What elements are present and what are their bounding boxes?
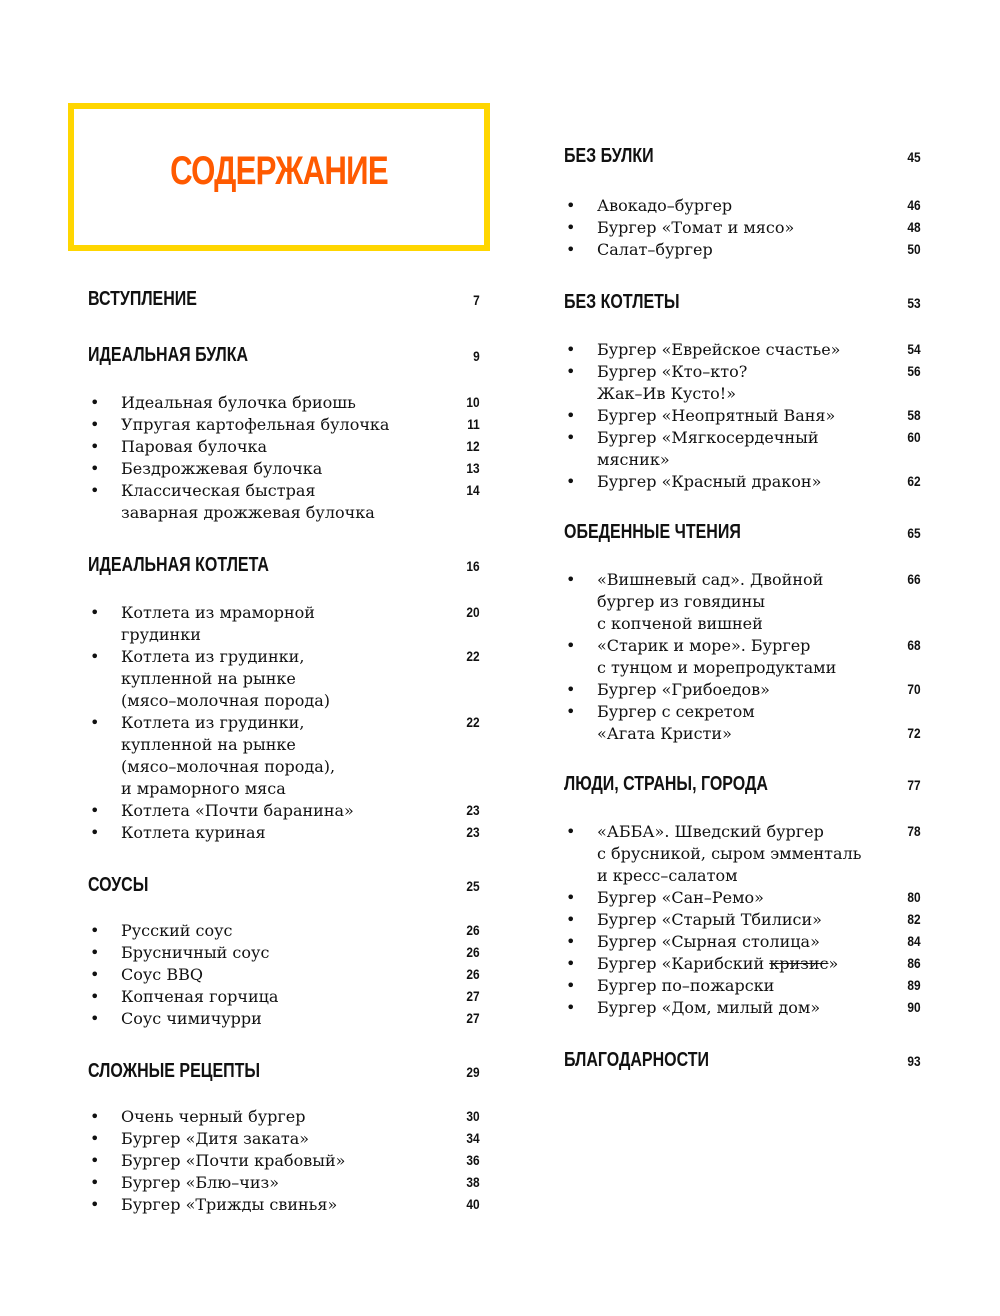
- entry-page-number: 78: [907, 823, 921, 839]
- bullet-icon: •: [90, 393, 100, 412]
- entry-title: Котлета из грудинки, купленной на рынке (мясо–молочная порода), и мраморного мяса: [121, 713, 336, 798]
- bullet-icon: •: [566, 340, 576, 359]
- entry-page-number: 22: [466, 648, 480, 664]
- list-item[interactable]: [88, 986, 480, 1008]
- bullet-icon: •: [90, 1009, 100, 1028]
- entry-page-number: 66: [907, 571, 921, 587]
- list-item[interactable]: [88, 800, 480, 822]
- entry-title: Бургер «Томат и мясо»: [597, 218, 795, 237]
- entry-title: Бургер «Сан–Ремо»: [597, 888, 764, 907]
- entry-page-number: 23: [466, 802, 480, 818]
- entry-title-text: Бургер «Карибский: [597, 954, 770, 973]
- list-item[interactable]: [564, 821, 921, 887]
- section-title: ИДЕАЛЬНАЯ БУЛКА: [88, 344, 249, 366]
- section-page-number: 25: [466, 878, 480, 894]
- entry-page-number: 72: [907, 725, 921, 741]
- entry-page-number: 10: [466, 394, 480, 410]
- struck-word: кризис: [769, 954, 829, 973]
- entry-title: Бургер с секретом «Агата Кристи»: [597, 702, 755, 743]
- section-heading[interactable]: [564, 521, 921, 547]
- bullet-icon: •: [566, 472, 576, 491]
- bullet-icon: •: [566, 570, 576, 589]
- list-item[interactable]: [88, 1128, 480, 1150]
- bullet-icon: •: [90, 921, 100, 940]
- section-heading[interactable]: [88, 344, 480, 370]
- entry-title: Котлета из мраморной грудинки: [121, 603, 315, 644]
- bullet-icon: •: [566, 196, 576, 215]
- list-item[interactable]: [88, 712, 480, 800]
- entry-title: Идеальная булочка бриошь: [121, 393, 356, 412]
- section-title: ИДЕАЛЬНАЯ КОТЛЕТА: [88, 554, 269, 576]
- section-patty: [88, 554, 480, 844]
- entry-title: «Старик и море». Бургер с тунцом и морепродуктами: [597, 636, 837, 677]
- entry-page-number: 34: [466, 1130, 480, 1146]
- bullet-icon: •: [90, 943, 100, 962]
- bullet-icon: •: [90, 801, 100, 820]
- section-intro: [88, 288, 480, 314]
- right-column: [564, 145, 921, 1075]
- list-item[interactable]: [564, 405, 921, 427]
- entry-page-number: 30: [466, 1108, 480, 1124]
- section-title: СЛОЖНЫЕ РЕЦЕПТЫ: [88, 1060, 261, 1082]
- list-item[interactable]: [564, 217, 921, 239]
- entry-title: Бургер «Кто–кто? Жак–Ив Кусто!»: [597, 362, 748, 403]
- bullet-icon: •: [566, 822, 576, 841]
- bullet-icon: •: [566, 362, 576, 381]
- list-item[interactable]: [564, 635, 921, 679]
- section-thanks: [564, 1049, 921, 1075]
- entry-page-number: 14: [466, 482, 480, 498]
- bullet-icon: •: [566, 680, 576, 699]
- bullet-icon: •: [566, 932, 576, 951]
- entry-page-number: 40: [466, 1196, 480, 1212]
- entry-page-number: 12: [466, 438, 480, 454]
- entry-title: Соус BBQ: [121, 965, 203, 984]
- list-item[interactable]: [564, 887, 921, 909]
- entry-list: [88, 1106, 480, 1216]
- bullet-icon: •: [90, 1151, 100, 1170]
- entry-title: Бургер «Красный дракон»: [597, 472, 822, 491]
- list-item[interactable]: [88, 920, 480, 942]
- entry-title: Бургер «Сырная столица»: [597, 932, 820, 951]
- list-item[interactable]: [564, 427, 921, 471]
- list-item[interactable]: [564, 997, 921, 1019]
- section-heading[interactable]: [88, 1060, 480, 1086]
- bullet-icon: •: [90, 823, 100, 842]
- bullet-icon: •: [90, 987, 100, 1006]
- section-heading[interactable]: [564, 291, 921, 317]
- bullet-icon: •: [566, 702, 576, 721]
- page-title: СОДЕРЖАНИЕ: [170, 149, 388, 193]
- section-title: ВСТУПЛЕНИЕ: [88, 288, 197, 310]
- entry-title: Классическая быстрая заварная дрожжевая булочка: [121, 481, 375, 522]
- bullet-icon: •: [566, 240, 576, 259]
- entry-page-number: 86: [907, 955, 921, 971]
- section-heading[interactable]: [88, 288, 480, 314]
- bullet-icon: •: [566, 976, 576, 995]
- list-item[interactable]: [88, 1194, 480, 1216]
- list-item[interactable]: [564, 569, 921, 635]
- section-page-number: 16: [466, 558, 480, 574]
- entry-title: Авокадо–бургер: [597, 196, 733, 215]
- entry-list: [88, 392, 480, 524]
- entry-page-number: 46: [907, 197, 921, 213]
- entry-list: [88, 602, 480, 844]
- entry-title: Брусничный соус: [121, 943, 270, 962]
- entry-list: [564, 339, 921, 493]
- entry-page-number: 84: [907, 933, 921, 949]
- section-page-number: 53: [907, 295, 921, 311]
- list-item[interactable]: [564, 701, 921, 745]
- list-item[interactable]: [564, 931, 921, 953]
- entry-page-number: 27: [466, 1010, 480, 1026]
- section-page-number: 29: [466, 1064, 480, 1080]
- entry-page-number: 11: [467, 416, 480, 432]
- bullet-icon: •: [90, 1173, 100, 1192]
- section-people: [564, 773, 921, 1019]
- section-nobun: [564, 145, 921, 261]
- list-item[interactable]: [88, 822, 480, 844]
- entry-title: Бургер «Трижды свинья»: [121, 1195, 338, 1214]
- entry-page-number: 89: [907, 977, 921, 993]
- section-title: ОБЕДЕННЫЕ ЧТЕНИЯ: [564, 521, 741, 543]
- entry-page-number: 27: [466, 988, 480, 1004]
- list-item[interactable]: [564, 909, 921, 931]
- entry-title: Салат–бургер: [597, 240, 713, 259]
- bullet-icon: •: [90, 459, 100, 478]
- bullet-icon: •: [90, 965, 100, 984]
- bullet-icon: •: [566, 954, 576, 973]
- bullet-icon: •: [566, 218, 576, 237]
- entry-page-number: 70: [907, 681, 921, 697]
- entry-page-number: 48: [907, 219, 921, 235]
- title-frame: [68, 103, 490, 251]
- entry-list: [564, 195, 921, 261]
- entry-page-number: 54: [907, 341, 921, 357]
- entry-title: Котлета куриная: [121, 823, 266, 842]
- bullet-icon: •: [566, 998, 576, 1017]
- entry-page-number: 56: [907, 363, 921, 379]
- list-item[interactable]: [88, 1106, 480, 1128]
- list-item[interactable]: [564, 195, 921, 217]
- list-item[interactable]: [88, 480, 480, 524]
- entry-title: Копченая горчица: [121, 987, 279, 1006]
- entry-title: Соус чимичурри: [121, 1009, 262, 1028]
- entry-title: Паровая булочка: [121, 437, 268, 456]
- section-heading[interactable]: [88, 874, 480, 900]
- entry-page-number: 68: [907, 637, 921, 653]
- entry-page-number: 90: [907, 999, 921, 1015]
- bullet-icon: •: [566, 406, 576, 425]
- bullet-icon: •: [566, 910, 576, 929]
- entry-title: Бургер «Дом, милый дом»: [597, 998, 821, 1017]
- list-item[interactable]: [88, 646, 480, 712]
- list-item[interactable]: [564, 953, 921, 975]
- entry-title: Бездрожжевая булочка: [121, 459, 323, 478]
- section-nopatty: [564, 291, 921, 493]
- list-item[interactable]: [564, 975, 921, 997]
- entry-page-number: 26: [466, 922, 480, 938]
- entry-title: «АББА». Шведский бургер с брусникой, сыром эмменталь и кресс–салатом: [597, 822, 862, 885]
- entry-title: Бургер «Мягкосердечный мясник»: [597, 428, 819, 469]
- list-item[interactable]: [88, 1172, 480, 1194]
- bullet-icon: •: [90, 713, 100, 732]
- entry-title: Бургер «Блю–чиз»: [121, 1173, 279, 1192]
- list-item[interactable]: [88, 414, 480, 436]
- bullet-icon: •: [90, 1107, 100, 1126]
- entry-title: «Вишневый сад». Двойной бургер из говядины с копченой вишней: [597, 570, 824, 633]
- bullet-icon: •: [90, 481, 100, 500]
- entry-page-number: 50: [907, 241, 921, 257]
- section-heading[interactable]: [564, 773, 921, 799]
- entry-page-number: 22: [466, 714, 480, 730]
- entry-title: Бургер «Старый Тбилиси»: [597, 910, 822, 929]
- bullet-icon: •: [90, 603, 100, 622]
- bullet-icon: •: [90, 437, 100, 456]
- entry-title: Котлета «Почти баранина»: [121, 801, 354, 820]
- list-item[interactable]: [88, 1008, 480, 1030]
- section-bun: [88, 344, 480, 524]
- section-title: БЕЗ БУЛКИ: [564, 145, 654, 167]
- entry-title: Бургер «Дитя заката»: [121, 1129, 310, 1148]
- entry-title: Котлета из грудинки, купленной на рынке (мясо–молочная порода): [121, 647, 331, 710]
- section-heading[interactable]: [88, 554, 480, 580]
- section-heading[interactable]: [564, 1049, 921, 1075]
- left-column: [88, 288, 480, 1216]
- entry-title: Упругая картофельная булочка: [121, 415, 390, 434]
- entry-title-closing: »: [828, 954, 839, 973]
- entry-page-number: 36: [466, 1152, 480, 1168]
- section-title: ЛЮДИ, СТРАНЫ, ГОРОДА: [564, 773, 768, 795]
- bullet-icon: •: [90, 1195, 100, 1214]
- section-heading[interactable]: [564, 145, 921, 171]
- list-item[interactable]: [88, 458, 480, 480]
- entry-page-number: 62: [907, 473, 921, 489]
- list-item[interactable]: [88, 964, 480, 986]
- section-complex: [88, 1060, 480, 1216]
- list-item[interactable]: [564, 679, 921, 701]
- list-item[interactable]: [88, 942, 480, 964]
- entry-title: Очень черный бургер: [121, 1107, 306, 1126]
- list-item[interactable]: [88, 436, 480, 458]
- entry-page-number: 80: [907, 889, 921, 905]
- entry-page-number: 82: [907, 911, 921, 927]
- section-page-number: 65: [907, 525, 921, 541]
- bullet-icon: •: [90, 647, 100, 666]
- bullet-icon: •: [90, 415, 100, 434]
- section-page-number: 77: [907, 777, 921, 793]
- entry-page-number: 13: [466, 460, 480, 476]
- section-title: СОУСЫ: [88, 874, 149, 896]
- entry-title: Русский соус: [121, 921, 233, 940]
- entry-list: [564, 569, 921, 745]
- bullet-icon: •: [566, 636, 576, 655]
- entry-page-number: 23: [466, 824, 480, 840]
- entry-list: [564, 821, 921, 1019]
- entry-page-number: 38: [466, 1174, 480, 1190]
- entry-page-number: 20: [466, 604, 480, 620]
- section-title: БЕЗ КОТЛЕТЫ: [564, 291, 680, 313]
- section-title: БЛАГОДАРНОСТИ: [564, 1049, 710, 1071]
- list-item[interactable]: [564, 339, 921, 361]
- bullet-icon: •: [90, 1129, 100, 1148]
- section-page-number: 45: [907, 149, 921, 165]
- list-item[interactable]: [564, 361, 921, 405]
- list-item[interactable]: [88, 392, 480, 414]
- section-page-number: 7: [473, 292, 480, 308]
- entry-title: Бургер «Неопрятный Ваня»: [597, 406, 836, 425]
- entry-page-number: 60: [907, 429, 921, 445]
- list-item[interactable]: [564, 471, 921, 493]
- section-reading: [564, 521, 921, 745]
- bullet-icon: •: [566, 428, 576, 447]
- entry-title: Бургер «Еврейское счастье»: [597, 340, 841, 359]
- section-page-number: 9: [473, 348, 480, 364]
- section-page-number: 93: [907, 1053, 921, 1069]
- section-sauces: [88, 874, 480, 1030]
- list-item[interactable]: [88, 602, 480, 646]
- entry-title: Бургер «Почти крабовый»: [121, 1151, 346, 1170]
- list-item[interactable]: [564, 239, 921, 261]
- entry-page-number: 26: [466, 944, 480, 960]
- entry-list: [88, 920, 480, 1030]
- entry-page-number: 26: [466, 966, 480, 982]
- entry-title: Бургер «Грибоедов»: [597, 680, 770, 699]
- entry-page-number: 58: [907, 407, 921, 423]
- entry-title: Бургер по–пожарски: [597, 976, 775, 995]
- list-item[interactable]: [88, 1150, 480, 1172]
- entry-title: [597, 953, 875, 975]
- bullet-icon: •: [566, 888, 576, 907]
